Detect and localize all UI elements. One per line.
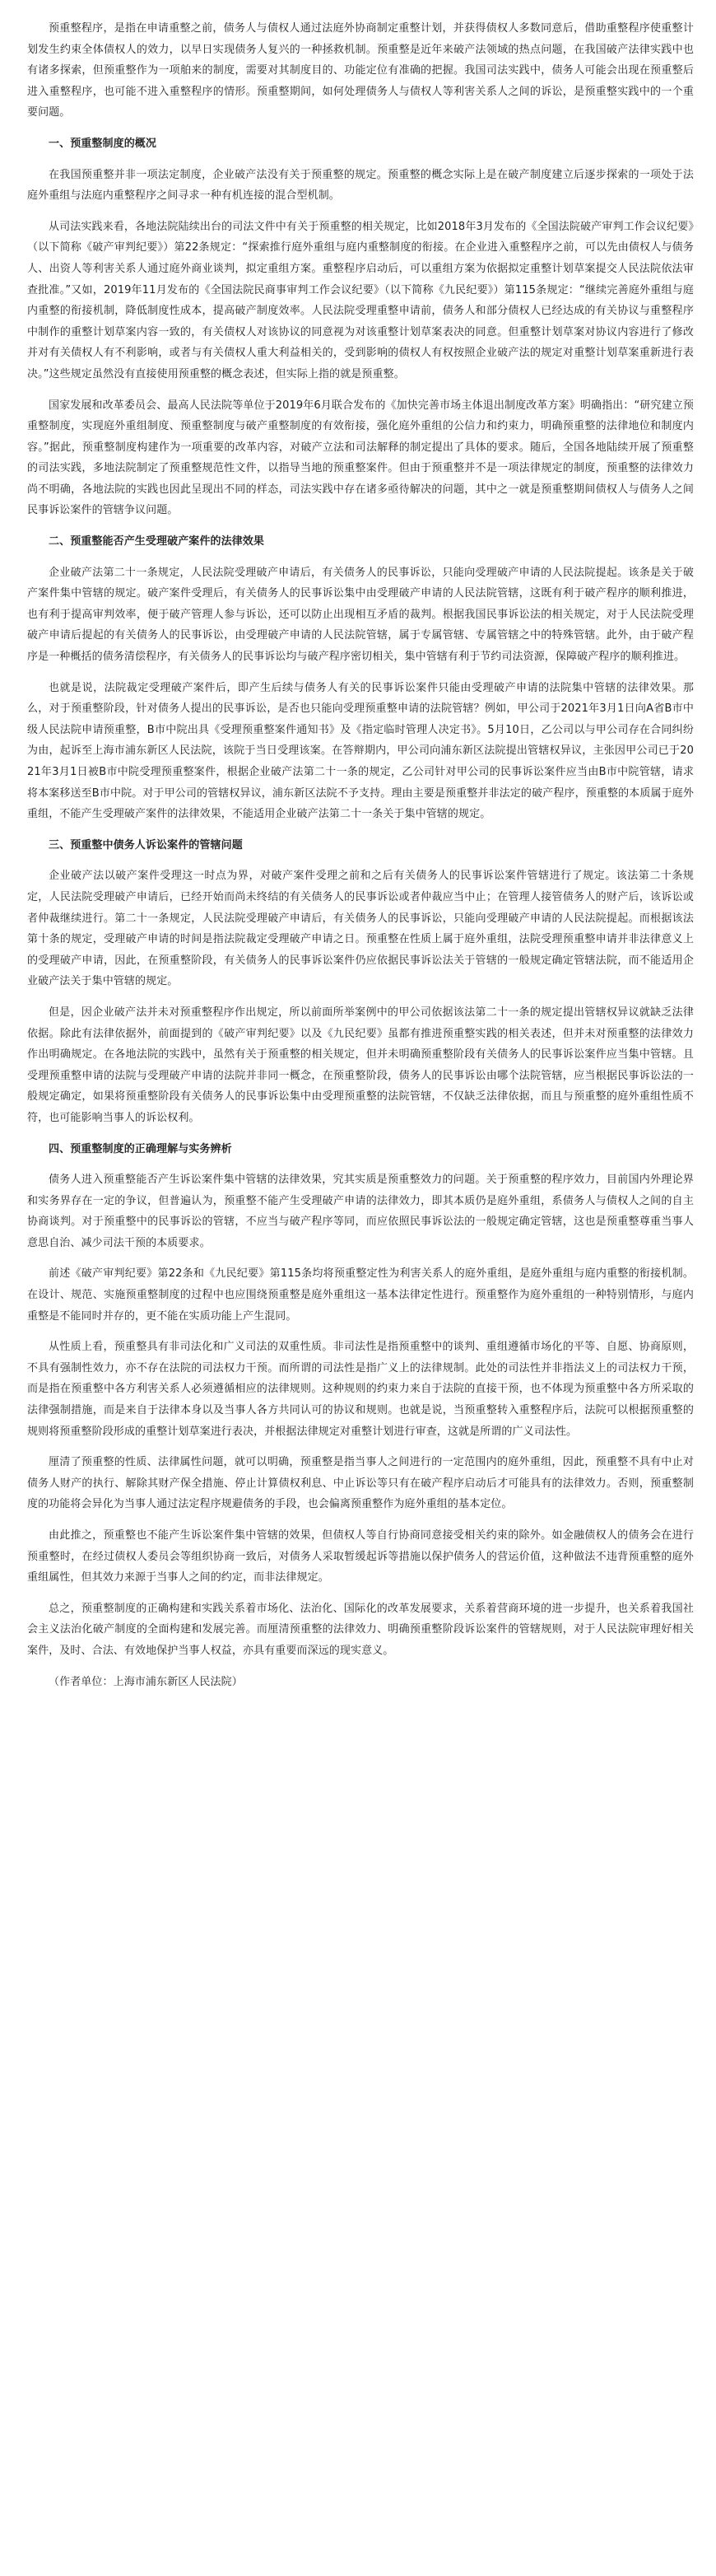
- section-3-paragraph-2: 但是，因企业破产法并未对预重整程序作出规定，所以前面所举案例中的甲公司依据该法第二十一条的规定提出管辖权异议就缺乏法律依据。除此有法律依据外，前面提到的《破产审判纪要》以及《九民纪要》虽都有推进预重整实践的相关表述，但并未对预重整的法律效力作出明确规定。在各地法院的实践中，虽然有关于预重整的相关规定，但并未明确预重整阶段有关债务人的民事诉讼案件应当集中管辖。且受理预重整申请的法院与受理破产申请的法院并非同一概念，在预重整阶段，债务人的民事诉讼由哪个法院管辖，应当根据民事诉讼法的一般规定确定，如果将预重整阶段有关债务人的民事诉讼集中由受理预重整的法院管辖，不仅缺乏法律依据，而且与预重整的庭外重组性质不符，也可能影响当事人的诉讼权利。: [27, 1006, 694, 1124]
- section-2-paragraph-1: 企业破产法第二十一条规定，人民法院受理破产申请后，有关债务人的民事诉讼，只能向受理破产申请的人民法院提起。该条是关于破产案件集中管辖的规定。破产案件受理后，有关债务人的民事诉讼集中由受理破产申请的人民法院管辖，这既有利于破产程序的顺利推进，也有利于提高审判效率，便于破产管理人参与诉讼，还可以防止出现相互矛盾的裁判。根据我国民事诉讼法的相关规定，对于人民法院受理破产申请后提起的有关债务人的民事诉讼，由受理破产申请的人民法院管辖，属于专属管辖、专属管辖之中的特殊管辖。此外，由于破产程序是一种概括的债务清偿程序，有关债务人的民事诉讼均与破产程序密切相关，集中管辖有利于节约司法资源，保障破产程序的顺利推进。: [27, 566, 694, 664]
- section-heading-4: 四、预重整制度的正确理解与实务辨析: [49, 1142, 232, 1155]
- section-2-paragraph-2: 也就是说，法院裁定受理破产案件后，即产生后续与债务人有关的民事诉讼案件只能由受理破产申请的法院集中管辖的法律效果。那么，对于预重整阶段，针对债务人提出的民事诉讼，是否也只能向受理预重整申请的法院管辖？例如，甲公司于2021年3月1日向A省B市中级人民法院申请预重整，B市中院出具《受理预重整案件通知书》及《指定临时管理人决定书》。5月10日，乙公司以与甲公司存在合同纠纷为由，起诉至上海市浦东新区人民法院，该院于当日受理该案。在答辩期内，甲公司向浦东新区法院提出管辖权异议，主张因甲公司已于2021年3月1日被B市中院受理预重整案件，根据企业破产法第二十一条的规定，乙公司针对甲公司的民事诉讼案件应当由B市中院管辖，请求将本案移送至B市中院。对于甲公司的管辖权异议，浦东新区法院不予支持。理由主要是预重整并非法定的破产程序，预重整的本质属于庭外重组，不能产生受理破产案件的法律效果，不能适用企业破产法第二十一条关于集中管辖的规定。: [27, 681, 694, 821]
- section-4-paragraph-2: 前述《破产审判纪要》第22条和《九民纪要》第115条均将预重整定性为利害关系人的庭外重组，是庭外重组与庭内重整的衔接机制。在设计、规范、实施预重整制度的过程中也应围绕预重整是庭外重组这一基本法律定性进行。预重整作为庭外重组的一种特别情形，与庭内重整是不能同时并存的，更不能在实质功能上产生混同。: [27, 1267, 694, 1323]
- section-1-paragraph-2: 从司法实践来看，各地法院陆续出台的司法文件中有关于预重整的相关规定，比如2018年3月发布的《全国法院破产审判工作会议纪要》（以下简称《破产审判纪要》）第22条规定：“探索推行庭外重组与庭内重整制度的衔接。在企业进入重整程序之前，可以先由债权人与债务人、出资人等利害关系人通过庭外商业谈判，拟定重组方案。重整程序启动后，可以重组方案为依据拟定重整计划草案提交人民法院依法审查批准。”又如，2019年11月发布的《全国法院民商事审判工作会议纪要》（以下简称《九民纪要》）第115条规定：“继续完善庭外重组与庭内重整的衔接机制，降低制度性成本，提高破产制度效率。人民法院受理重整申请前，债务人和部分债权人已经达成的有关协议与重整程序中制作的重整计划草案内容一致的，有关债权人对该协议的同意视为对该重整计划草案表决的同意。但重整计划草案对协议内容进行了修改并对有关债权人有不利影响，或者与有关债权人重大利益相关的，受到影响的债权人有权按照企业破产法的规定对重整计划草案重新进行表决。”这些规定虽然没有直接使用预重整的概念表述，但实际上指的就是预重整。: [27, 220, 694, 380]
- section-4-paragraph-3: 从性质上看，预重整具有非司法化和广义司法的双重性质。非司法性是指预重整中的谈判、重组遵循市场化的平等、自愿、协商原则，不具有强制性效力，亦不存在法院的司法权力干预。而所谓的司法性是指广义上的法律规制。此处的司法性并非指法义上的司法权力干预，而是指在预重整中各方利害关系人必须遵循相应的法律规则。这种规则的约束力来自于法院的直接干预，也不体现为预重整中各方所采取的法律强制措施，而是来自于法律本身以及当事人各方共同认可的协议和规则。也就是说，当预重整转入重整程序后，法院可以根据预重整的规则将预重整阶段形成的重整计划草案进行表决，并根据法律规定对重整计划进行审查，这就是所谓的广义司法性。: [27, 1341, 694, 1438]
- section-1-paragraph-3: 国家发展和改革委员会、最高人民法院等单位于2019年6月联合发布的《加快完善市场主体退出制度改革方案》明确指出：“研究建立预重整制度，实现庭外重组制度、预重整制度与破产重整制度的有效衔接，强化庭外重组的公信力和约束力，明确预重整的法律地位和制度内容。”据此，预重整制度构建作为一项重要的改革内容，对破产立法和司法解释的制定提出了具体的要求。随后，全国各地陆续开展了预重整的司法实践，多地法院制定了预重整规范性文件，以指导当地的预重整案件。但由于预重整并不是一项法律规定的制度，预重整的法律效力尚不明确，各地法院的实践也因此呈现出不同的样态，司法实践中存在诸多亟待解决的问题，其中之一就是预重整期间债权人与债务人之间民事诉讼案件的管辖争议问题。: [27, 399, 694, 517]
- author-affiliation: （作者单位：上海市浦东新区人民法院）: [49, 1675, 243, 1688]
- article: [27, 18, 694, 1692]
- section-heading-2: 二、预重整能否产生受理破产案件的法律效果: [49, 535, 265, 548]
- intro-paragraph: 预重整程序，是指在申请重整之前，债务人与债权人通过法庭外协商制定重整计划，并获得债权人多数同意后，借助重整程序使重整计划发生约束全体债权人的效力，以早日实现债务人复兴的一种拯救机制。预重整是近年来破产法领域的热点问题，在我国破产法律实践中也有诸多探索，但预重整作为一项舶来的制度，需要对其制度目的、功能定位有准确的把握。我国司法实践中，债务人可能会出现在预重整后进入重整程序，也可能不进入重整程序的情形。预重整期间，如何处理债务人与债权人等利害关系人之间的诉讼，是预重整实践中的一个重要问题。: [27, 22, 694, 119]
- section-heading-3: 三、预重整中债务人诉讼案件的管辖问题: [49, 838, 243, 852]
- conclusion-paragraph: 总之，预重整制度的正确构建和实践关系着市场化、法治化、国际化的改革发展要求，关系着营商环境的进一步提升，也关系着我国社会主义法治化破产制度的全面构建和发展完善。而厘清预重整的法律效力、明确预重整阶段诉讼案件的管辖规则，对于人民法院审理好相关案件，及时、合法、有效地保护当事人权益，亦具有重要而深远的现实意义。: [27, 1602, 694, 1657]
- section-1-paragraph-1: 在我国预重整并非一项法定制度，企业破产法没有关于预重整的规定。预重整的概念实际上是在破产制度建立后逐步探索的一项处于法庭外重组与法庭内重整程序之间寻求一种有机连接的混合型机制。: [27, 168, 694, 203]
- section-4-paragraph-4: 厘清了预重整的性质、法律属性问题，就可以明确，预重整是指当事人之间进行的一定范围内的庭外重组，因此，预重整不具有中止对债务人财产的执行、解除其财产保全措施、停止计算债权利息、中止诉讼等只有在破产程序启动后才可能具有的法律效力。否则，预重整制度的功能将会异化为当事人通过法定程序规避债务的手段，也会偏离预重整作为庭外重组的基本定位。: [27, 1456, 694, 1511]
- section-3-paragraph-1: 企业破产法以破产案件受理这一时点为界，对破产案件受理之前和之后有关债务人的民事诉讼案件管辖进行了规定。该法第二十条规定，人民法院受理破产申请后，已经开始而尚未终结的有关债务人的民事诉讼或者仲裁应当中止；在管理人接管债务人的财产后，该诉讼或者仲裁继续进行。第二十一条规定，人民法院受理破产申请后，有关债务人的民事诉讼，只能向受理破产申请的人民法院提起。而根据该法第十条的规定，受理破产申请的时间是指法院裁定受理破产申请之日。预重整在性质上属于庭外重组，法院受理预重整申请并非法律意义上的受理破产申请，因此，在预重整阶段，有关债务人的民事诉讼案件仍应依据民事诉讼法关于管辖的一般规定确定管辖法院，而不能适用企业破产法关于集中管辖的规定。: [27, 870, 694, 988]
- section-4-paragraph-1: 债务人进入预重整能否产生诉讼案件集中管辖的法律效果，究其实质是预重整效力的问题。关于预重整的程序效力，目前国内外理论界和实务界存在一定的争议，但普遍认为，预重整不能产生受理破产申请的法律效力，即其本质仍是庭外重组，系债务人与债权人之间的自主协商谈判。对于预重整中的民事诉讼的管辖，不应当与破产程序等同，而应依照民事诉讼法的一般规定确定管辖，这也是预重整尊重当事人意思自治、减少司法干预的本质要求。: [27, 1174, 694, 1249]
- section-4-paragraph-5: 由此推之，预重整也不能产生诉讼案件集中管辖的效果，但债权人等自行协商同意接受相关约束的除外。如金融债权人的债务会在进行预重整时，在经过债权人委员会等组织协商一致后，对债务人采取暂缓起诉等措施以保护债务人的营运价值，这种做法不违背预重整的庭外重组属性，但其效力来源于当事人之间的约定，而非法律规定。: [27, 1529, 694, 1584]
- section-heading-1: 一、预重整制度的概况: [49, 137, 157, 150]
